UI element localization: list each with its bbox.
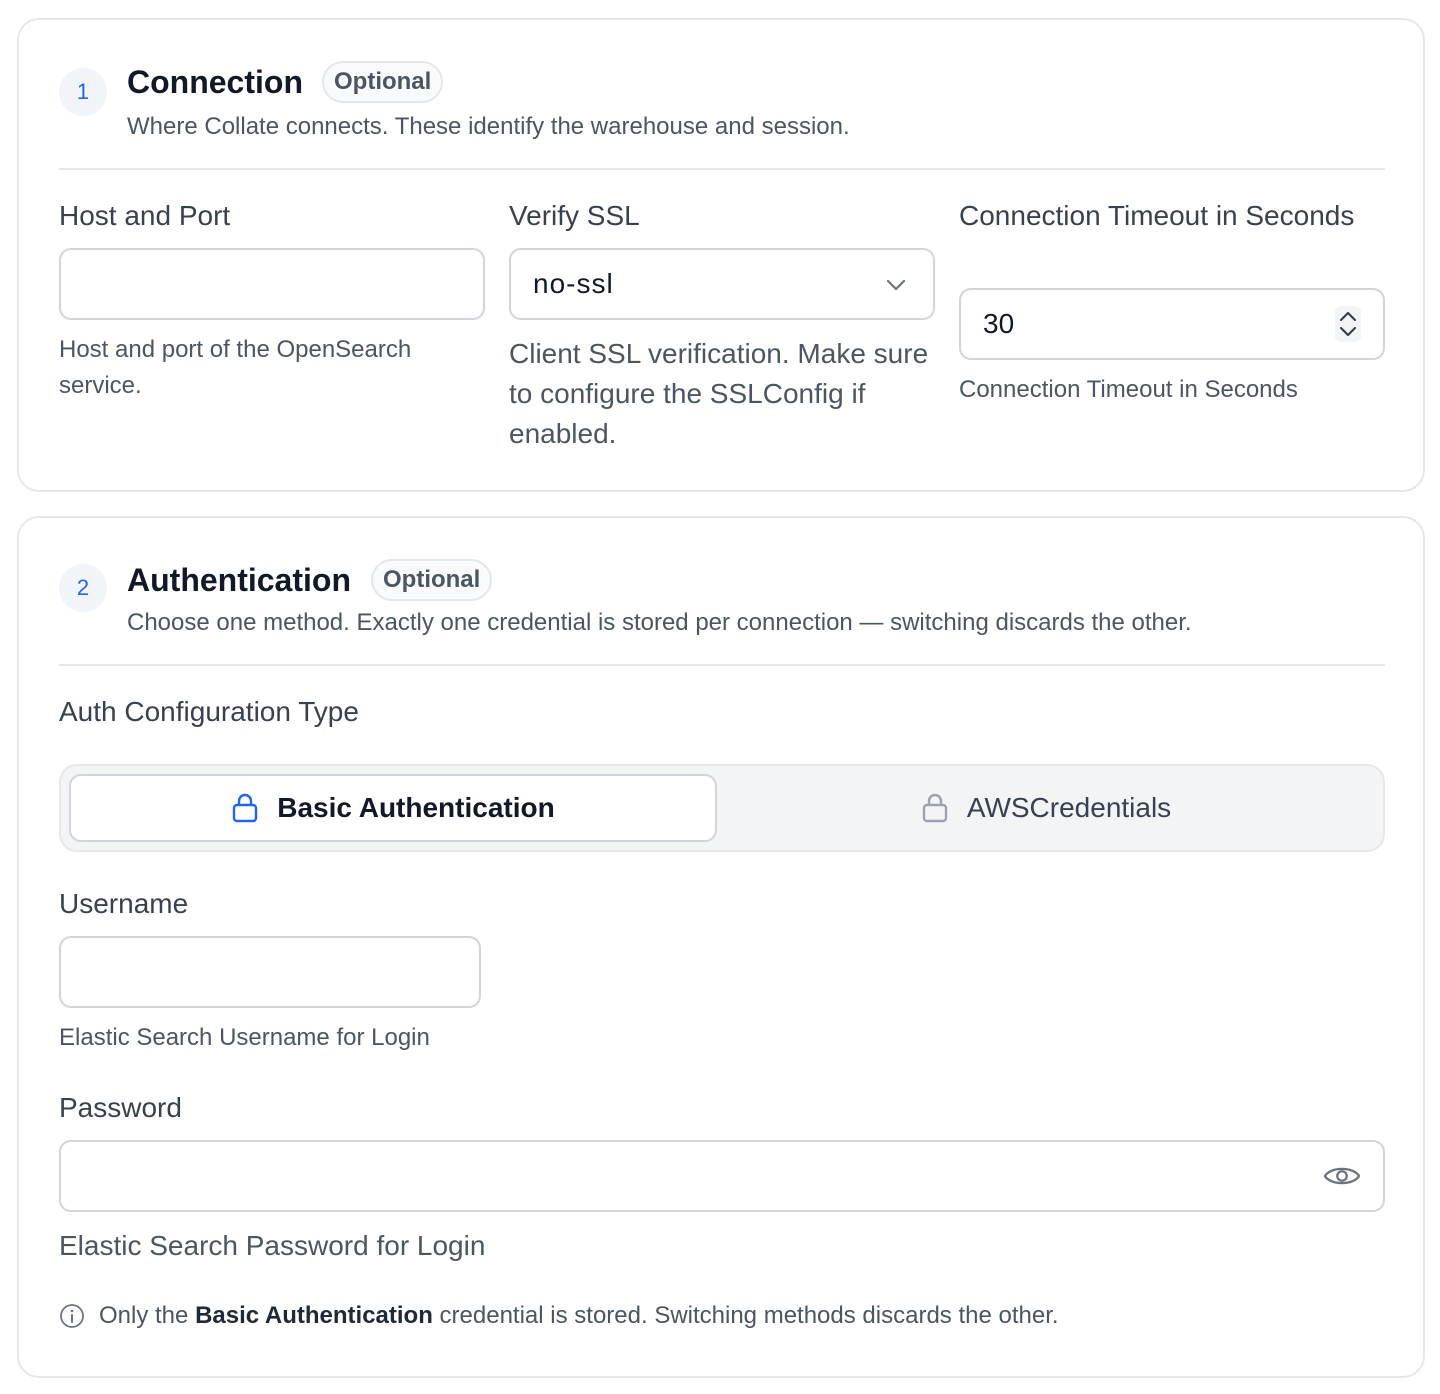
info-strong: Basic Authentication	[195, 1302, 433, 1329]
host-port-label: Host and Port	[59, 200, 231, 231]
connection-section	[17, 18, 1425, 492]
username-help: Elastic Search Username for Login	[59, 1024, 430, 1051]
timeout-label: Connection Timeout in Seconds	[959, 200, 1355, 231]
verify-ssl-select[interactable]	[509, 248, 935, 320]
optional-badge: Optional	[371, 559, 492, 601]
password-input[interactable]	[59, 1140, 1385, 1212]
verify-ssl-value: no-ssl	[533, 268, 614, 299]
verify-ssl-help: Client SSL verification. Make sure to configure the SSLConfig if enabled.	[509, 338, 929, 449]
timeout-number-input[interactable]	[959, 288, 1385, 360]
lock-icon	[231, 792, 259, 824]
auth-option-label: Basic Authentication	[277, 792, 555, 823]
number-stepper[interactable]	[1335, 306, 1361, 342]
password-label: Password	[59, 1092, 182, 1123]
username-label: Username	[59, 888, 189, 919]
host-port-input[interactable]	[59, 248, 485, 320]
lock-icon	[921, 792, 949, 824]
step-number-badge: 2	[59, 564, 107, 612]
timeout-help: Connection Timeout in Seconds	[959, 376, 1298, 403]
chevron-down-icon	[885, 274, 907, 296]
auth-option-label: AWSCredentials	[966, 792, 1172, 823]
section-title: Authentication	[127, 562, 351, 598]
storage-info-note	[59, 1302, 1059, 1330]
section-description: Choose one method. Exactly one credential is stored per connection — switching discards the other.	[127, 609, 1192, 636]
verify-ssl-label: Verify SSL	[509, 200, 640, 231]
password-help: Elastic Search Password for Login	[59, 1230, 486, 1261]
auth-config-type-label: Auth Configuration Type	[59, 696, 359, 727]
auth-type-segmented-control	[59, 764, 1385, 852]
section-divider	[59, 168, 1385, 170]
section-description: Where Collate connects. These identify the warehouse and session.	[127, 113, 850, 140]
authentication-section	[17, 516, 1425, 1378]
eye-icon[interactable]	[1323, 1162, 1361, 1190]
section-title: Connection	[127, 64, 303, 100]
section-divider	[59, 664, 1385, 666]
info-text	[99, 1302, 1059, 1330]
optional-badge: Optional	[322, 61, 443, 103]
step-number-badge: 1	[59, 68, 107, 116]
up-down-arrows-icon	[1335, 306, 1361, 342]
info-icon	[59, 1303, 85, 1329]
auth-option-aws[interactable]	[721, 774, 1371, 842]
username-input[interactable]	[59, 936, 481, 1008]
info-prefix: Only the	[99, 1302, 189, 1329]
info-suffix: credential is stored. Switching methods discards the other.	[439, 1302, 1059, 1329]
host-port-help: Host and port of the OpenSearch service.	[59, 336, 412, 399]
timeout-value: 30	[983, 308, 1015, 339]
auth-option-basic[interactable]	[69, 774, 717, 842]
